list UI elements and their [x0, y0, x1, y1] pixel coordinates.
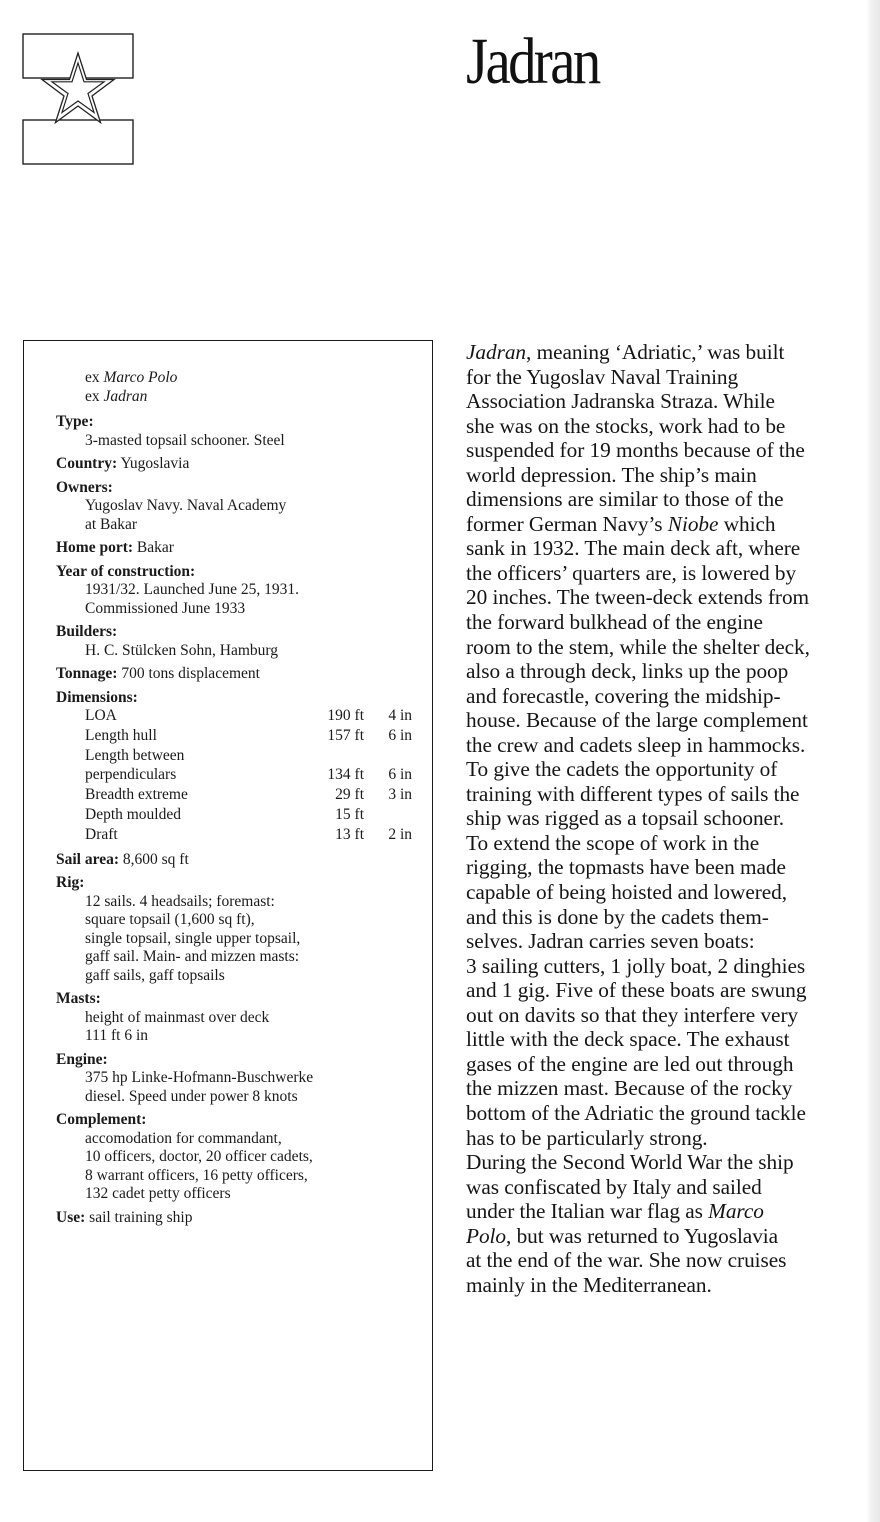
spec-type: Type: 3-masted topsail schooner. Steel	[56, 413, 285, 449]
body-line: at the end of the war. She now cruises	[466, 1248, 787, 1273]
dimension-row: Length between	[85, 746, 185, 764]
spec-masts: Masts: height of mainmast over deck 111 ft 6 in	[56, 990, 270, 1045]
body-line: 3 sailing cutters, 1 jolly boat, 2 dinghies	[466, 953, 806, 978]
body-line: for the Yugoslav Naval Training	[466, 364, 739, 389]
body-line: and this is done by the cadets them-	[466, 904, 769, 929]
body-line: ship was rigged as a topsail schooner.	[466, 806, 785, 831]
body-line: bottom of the Adriatic the ground tackle	[466, 1100, 806, 1125]
body-line: Association Jadranska Straza. While	[466, 389, 775, 414]
spec-engine: Engine: 375 hp Linke-Hofmann-Buschwerke diesel. Speed under power 8 knots	[56, 1050, 314, 1105]
body-line: little with the deck space. The exhaust	[466, 1027, 790, 1052]
body-line: gases of the engine are led out through	[466, 1051, 794, 1076]
body-line: Jadran, meaning ‘Adriatic,’ was built	[466, 340, 785, 364]
body-line: the officers’ quarters are, is lowered by	[466, 560, 797, 585]
body-line: Polo, but was returned to Yugoslavia	[466, 1223, 779, 1248]
body-line: sank in 1932. The main deck aft, where	[466, 536, 801, 561]
body-line: 20 inches. The tween-deck extends from	[466, 585, 810, 610]
spec-builders: Builders: H. C. Stülcken Sohn, Hamburg	[56, 623, 279, 659]
spec-dimensions: Dimensions: LOA 190 ft 4 in Length hull 157 ft 6 in Length between perpendiculars 134 ft 6 in Breadth extreme 29 ft 3 in Depth moulded 15 ft Draft 13 ft 2 in	[56, 689, 436, 846]
body-line: To extend the scope of work in the	[466, 830, 760, 855]
former-name: ex Jadran	[85, 388, 148, 405]
page-title: Jadran	[466, 25, 599, 98]
flag-bottom-band	[23, 120, 133, 164]
spec-home-port: Home port: Bakar	[56, 539, 174, 556]
body-line: mainly in the Mediterranean.	[466, 1272, 712, 1297]
body-line: the forward bulkhead of the engine	[466, 610, 763, 635]
spec-rig: Rig: 12 sails. 4 headsails; foremast: square topsail (1,600 sq ft), single topsail, single upper topsail, gaff sail. Main- and mizzen masts: gaff sails, gaff topsails	[56, 874, 301, 984]
body-line: training with different types of sails the	[466, 781, 800, 806]
dimension-row: Length hull 157 ft 6 in	[85, 726, 412, 744]
spec-owners: Owners: Yugoslav Navy. Naval Academy at Bakar	[56, 478, 287, 533]
body-line: out on davits so that they interfere very	[466, 1002, 799, 1027]
spec-complement: Complement: accomodation for commandant, 10 officers, doctor, 20 officer cadets, 8 warrant officers, 16 petty officers, 132 cadet petty officers	[56, 1111, 313, 1203]
body-line: also a through deck, links up the poop	[466, 659, 789, 684]
body-line: rigging, the topmasts have been made	[466, 855, 786, 880]
body-line: room to the stem, while the shelter deck,	[466, 634, 810, 659]
specifications-list	[56, 369, 436, 1232]
flag-icon	[22, 33, 134, 165]
dimension-row: Breadth extreme 29 ft 3 in	[85, 786, 412, 804]
spec-tonnage: Tonnage: 700 tons displacement	[56, 665, 260, 682]
body-line: was confiscated by Italy and sailed	[466, 1174, 762, 1199]
body-line: former German Navy’s Niobe which	[466, 511, 776, 536]
star-flag-icon	[22, 33, 134, 165]
body-line: dimensions are similar to those of the	[466, 487, 784, 512]
body-line: and forecastle, covering the midship-	[466, 683, 781, 708]
body-line: the crew and cadets sleep in hammocks.	[466, 732, 806, 757]
former-names	[56, 369, 436, 407]
spec-sail-area: Sail area: 8,600 sq ft	[56, 850, 189, 868]
body-line: the mizzen mast. Because of the rocky	[466, 1076, 793, 1101]
body-line: capable of being hoisted and lowered,	[466, 880, 788, 905]
body-line: To give the cadets the opportunity of	[466, 757, 778, 782]
body-line: selves. Jadran carries seven boats:	[466, 929, 755, 954]
body-line: suspended for 19 months because of the	[466, 438, 805, 463]
body-line: world depression. The ship’s main	[466, 462, 757, 487]
dimension-row: perpendiculars 134 ft 6 in	[85, 766, 412, 784]
body-line: under the Italian war flag as Marco	[466, 1199, 764, 1224]
former-name: ex Marco Polo	[85, 369, 178, 386]
spec-year-of-construction: Year of construction: 1931/32. Launched June 25, 1931. Commissioned June 1933	[56, 562, 299, 617]
dimension-row: Depth moulded 15 ft	[85, 805, 364, 823]
body-line: During the Second World War the ship	[466, 1150, 794, 1175]
body-line: she was on the stocks, work had to be	[466, 413, 786, 438]
body-line: and 1 gig. Five of these boats are swung	[466, 978, 807, 1003]
spec-use: Use: sail training ship	[56, 1208, 193, 1226]
description-text	[466, 340, 880, 1297]
dimension-row: Draft 13 ft 2 in	[85, 825, 412, 843]
body-line: has to be particularly strong.	[466, 1125, 708, 1150]
specifications-box	[23, 340, 433, 1471]
dimension-row: LOA 190 ft 4 in	[85, 707, 412, 724]
spec-country: Country: Yugoslavia	[56, 455, 190, 472]
dimensions-table	[56, 707, 436, 846]
body-line: house. Because of the large complement	[466, 708, 808, 733]
